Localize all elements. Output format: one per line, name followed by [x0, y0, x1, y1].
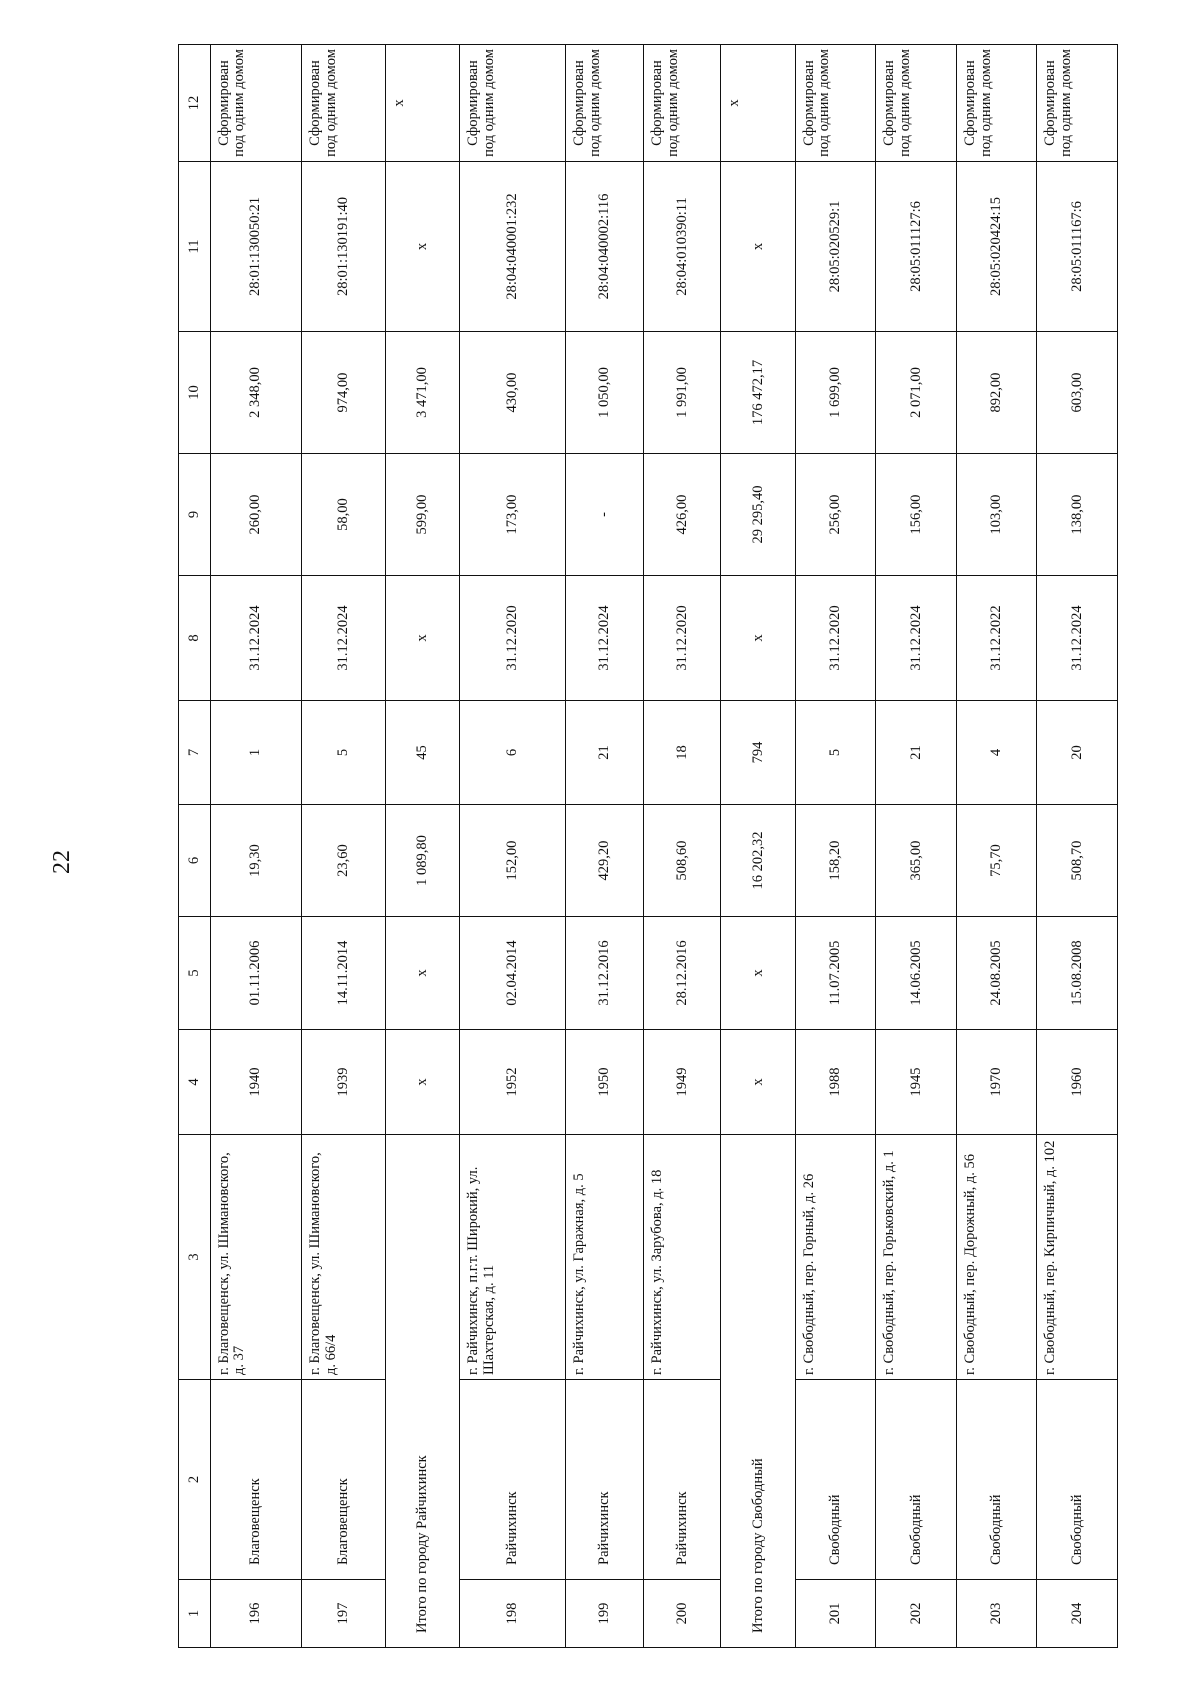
- cadastral-number-cell: 28:05:011127:6: [876, 162, 957, 332]
- date-cell: 15.08.2008: [1037, 917, 1118, 1030]
- city-cell: Свободный: [1037, 1380, 1118, 1580]
- year-cell: 1988: [795, 1030, 876, 1135]
- year-cell: 1940: [210, 1030, 302, 1135]
- planned-date-cell: 31.12.2024: [210, 576, 302, 701]
- planned-date-cell: 31.12.2022: [956, 576, 1037, 701]
- value-cell: 1 050,00: [566, 332, 643, 454]
- column-header: 12: [179, 45, 211, 162]
- address-cell: г. Свободный, пер. Горный, д. 26: [795, 1135, 876, 1380]
- table-row: [566, 45, 643, 1648]
- city-cell: Свободный: [956, 1380, 1037, 1580]
- row-number-cell: 199: [566, 1580, 643, 1648]
- row-number-cell: 203: [956, 1580, 1037, 1648]
- row-number-cell: 196: [210, 1580, 302, 1648]
- table-rotation-frame: [178, 45, 1118, 1648]
- date-cell: 11.07.2005: [795, 917, 876, 1030]
- housing-table: [178, 44, 1118, 1648]
- date-cell: х: [721, 917, 795, 1030]
- city-cell: Благовещенск: [302, 1380, 386, 1580]
- planned-date-cell: 31.12.2020: [795, 576, 876, 701]
- status-cell: Сформирован под одним домом: [956, 45, 1037, 162]
- year-cell: 1952: [460, 1030, 566, 1135]
- value-cell: 1 991,00: [643, 332, 720, 454]
- value-cell: 2 348,00: [210, 332, 302, 454]
- planned-date-cell: 31.12.2020: [643, 576, 720, 701]
- address-cell: г. Благовещенск, ул. Шимановского, д. 66/4: [302, 1135, 386, 1380]
- status-cell: Сформирован под одним домом: [210, 45, 302, 162]
- residents-cell: 21: [876, 701, 957, 805]
- residents-cell: 18: [643, 701, 720, 805]
- value-cell: 892,00: [956, 332, 1037, 454]
- value-cell: 29 295,40: [721, 454, 795, 576]
- city-cell: Благовещенск: [210, 1380, 302, 1580]
- row-number-cell: 204: [1037, 1580, 1118, 1648]
- row-number-cell: 201: [795, 1580, 876, 1648]
- table-row: [210, 45, 302, 1648]
- table-row: [876, 45, 957, 1648]
- subtotal-label: Итого по городу Свободный: [721, 1135, 795, 1648]
- table-row: [302, 45, 386, 1648]
- date-cell: 01.11.2006: [210, 917, 302, 1030]
- cadastral-number-cell: 28:05:011167:6: [1037, 162, 1118, 332]
- column-number-row: [179, 45, 211, 1648]
- area-cell: 16 202,32: [721, 805, 795, 917]
- row-number-cell: 197: [302, 1580, 386, 1648]
- value-cell: 58,00: [302, 454, 386, 576]
- planned-date-cell: 31.12.2024: [1037, 576, 1118, 701]
- city-cell: Райчихинск: [460, 1380, 566, 1580]
- cadastral-number-cell: 28:01:130050:21: [210, 162, 302, 332]
- status-cell: Сформирован под одним домом: [302, 45, 386, 162]
- address-cell: г. Благовещенск, ул. Шимановского, д. 37: [210, 1135, 302, 1380]
- table-row: [460, 45, 566, 1648]
- year-cell: 1950: [566, 1030, 643, 1135]
- column-header: 2: [179, 1380, 211, 1580]
- status-cell: Сформирован под одним домом: [566, 45, 643, 162]
- residents-cell: 794: [721, 701, 795, 805]
- column-header: 10: [179, 332, 211, 454]
- value-cell: 138,00: [1037, 454, 1118, 576]
- table-row: [795, 45, 876, 1648]
- row-number-cell: 202: [876, 1580, 957, 1648]
- year-cell: 1939: [302, 1030, 386, 1135]
- area-cell: 508,60: [643, 805, 720, 917]
- value-cell: 156,00: [876, 454, 957, 576]
- area-cell: 75,70: [956, 805, 1037, 917]
- date-cell: 24.08.2005: [956, 917, 1037, 1030]
- date-cell: 28.12.2016: [643, 917, 720, 1030]
- subtotal-row: [721, 45, 795, 1648]
- year-cell: х: [385, 1030, 459, 1135]
- address-cell: г. Свободный, пер. Дорожный, д. 56: [956, 1135, 1037, 1380]
- address-cell: г. Райчихинск, п.г.т. Широкий, ул. Шахтерская, д. 11: [460, 1135, 566, 1380]
- status-cell: х: [721, 45, 795, 162]
- planned-date-cell: 31.12.2024: [566, 576, 643, 701]
- year-cell: 1970: [956, 1030, 1037, 1135]
- residents-cell: 4: [956, 701, 1037, 805]
- status-cell: Сформирован под одним домом: [643, 45, 720, 162]
- residents-cell: 45: [385, 701, 459, 805]
- residents-cell: 6: [460, 701, 566, 805]
- year-cell: х: [721, 1030, 795, 1135]
- value-cell: 173,00: [460, 454, 566, 576]
- row-number-cell: 200: [643, 1580, 720, 1648]
- area-cell: 1 089,80: [385, 805, 459, 917]
- value-cell: 3 471,00: [385, 332, 459, 454]
- value-cell: 176 472,17: [721, 332, 795, 454]
- area-cell: 365,00: [876, 805, 957, 917]
- status-cell: Сформирован под одним домом: [1037, 45, 1118, 162]
- address-cell: г. Райчихинск, ул. Зарубова, д. 18: [643, 1135, 720, 1380]
- area-cell: 158,20: [795, 805, 876, 917]
- planned-date-cell: х: [385, 576, 459, 701]
- subtotal-row: [385, 45, 459, 1648]
- city-cell: Свободный: [795, 1380, 876, 1580]
- status-cell: х: [385, 45, 459, 162]
- residents-cell: 5: [302, 701, 386, 805]
- cadastral-number-cell: 28:04:010390:11: [643, 162, 720, 332]
- row-number-cell: 198: [460, 1580, 566, 1648]
- value-cell: 2 071,00: [876, 332, 957, 454]
- value-cell: 974,00: [302, 332, 386, 454]
- cadastral-number-cell: 28:04:040001:232: [460, 162, 566, 332]
- cadastral-number-cell: 28:05:020529:1: [795, 162, 876, 332]
- address-cell: г. Свободный, пер. Горьковский, д. 1: [876, 1135, 957, 1380]
- planned-date-cell: 31.12.2024: [302, 576, 386, 701]
- date-cell: 02.04.2014: [460, 917, 566, 1030]
- status-cell: Сформирован под одним домом: [795, 45, 876, 162]
- table-row: [1037, 45, 1118, 1648]
- cadastral-number-cell: 28:04:040002:116: [566, 162, 643, 332]
- year-cell: 1949: [643, 1030, 720, 1135]
- date-cell: х: [385, 917, 459, 1030]
- address-cell: г. Свободный, пер. Кирпичный, д. 102: [1037, 1135, 1118, 1380]
- year-cell: 1960: [1037, 1030, 1118, 1135]
- cadastral-number-cell: 28:05:020424:15: [956, 162, 1037, 332]
- planned-date-cell: 31.12.2020: [460, 576, 566, 701]
- column-header: 1: [179, 1580, 211, 1648]
- city-cell: Райчихинск: [643, 1380, 720, 1580]
- area-cell: 508,70: [1037, 805, 1118, 917]
- residents-cell: 21: [566, 701, 643, 805]
- city-cell: Свободный: [876, 1380, 957, 1580]
- value-cell: 1 699,00: [795, 332, 876, 454]
- value-cell: 256,00: [795, 454, 876, 576]
- city-cell: Райчихинск: [566, 1380, 643, 1580]
- planned-date-cell: 31.12.2024: [876, 576, 957, 701]
- value-cell: 430,00: [460, 332, 566, 454]
- column-header: 11: [179, 162, 211, 332]
- area-cell: 429,20: [566, 805, 643, 917]
- value-cell: 426,00: [643, 454, 720, 576]
- subtotal-label: Итого по городу Райчихинск: [385, 1135, 459, 1648]
- value-cell: 599,00: [385, 454, 459, 576]
- area-cell: 152,00: [460, 805, 566, 917]
- residents-cell: 5: [795, 701, 876, 805]
- area-cell: 23,60: [302, 805, 386, 917]
- column-header: 7: [179, 701, 211, 805]
- table-row: [643, 45, 720, 1648]
- value-cell: 260,00: [210, 454, 302, 576]
- column-header: 6: [179, 805, 211, 917]
- table-row: [956, 45, 1037, 1648]
- column-header: 8: [179, 576, 211, 701]
- date-cell: 14.06.2005: [876, 917, 957, 1030]
- value-cell: 603,00: [1037, 332, 1118, 454]
- column-header: 3: [179, 1135, 211, 1380]
- table-body: [179, 45, 1118, 1648]
- residents-cell: 1: [210, 701, 302, 805]
- cadastral-number-cell: 28:01:130191:40: [302, 162, 386, 332]
- value-cell: 103,00: [956, 454, 1037, 576]
- year-cell: 1945: [876, 1030, 957, 1135]
- page-number: 22: [49, 850, 75, 874]
- planned-date-cell: х: [721, 576, 795, 701]
- area-cell: 19,30: [210, 805, 302, 917]
- column-header: 9: [179, 454, 211, 576]
- column-header: 5: [179, 917, 211, 1030]
- date-cell: 31.12.2016: [566, 917, 643, 1030]
- date-cell: 14.11.2014: [302, 917, 386, 1030]
- cadastral-number-cell: х: [385, 162, 459, 332]
- column-header: 4: [179, 1030, 211, 1135]
- status-cell: Сформирован под одним домом: [876, 45, 957, 162]
- address-cell: г. Райчихинск, ул. Гаражная, д. 5: [566, 1135, 643, 1380]
- value-cell: -: [566, 454, 643, 576]
- status-cell: Сформирован под одним домом: [460, 45, 566, 162]
- cadastral-number-cell: х: [721, 162, 795, 332]
- residents-cell: 20: [1037, 701, 1118, 805]
